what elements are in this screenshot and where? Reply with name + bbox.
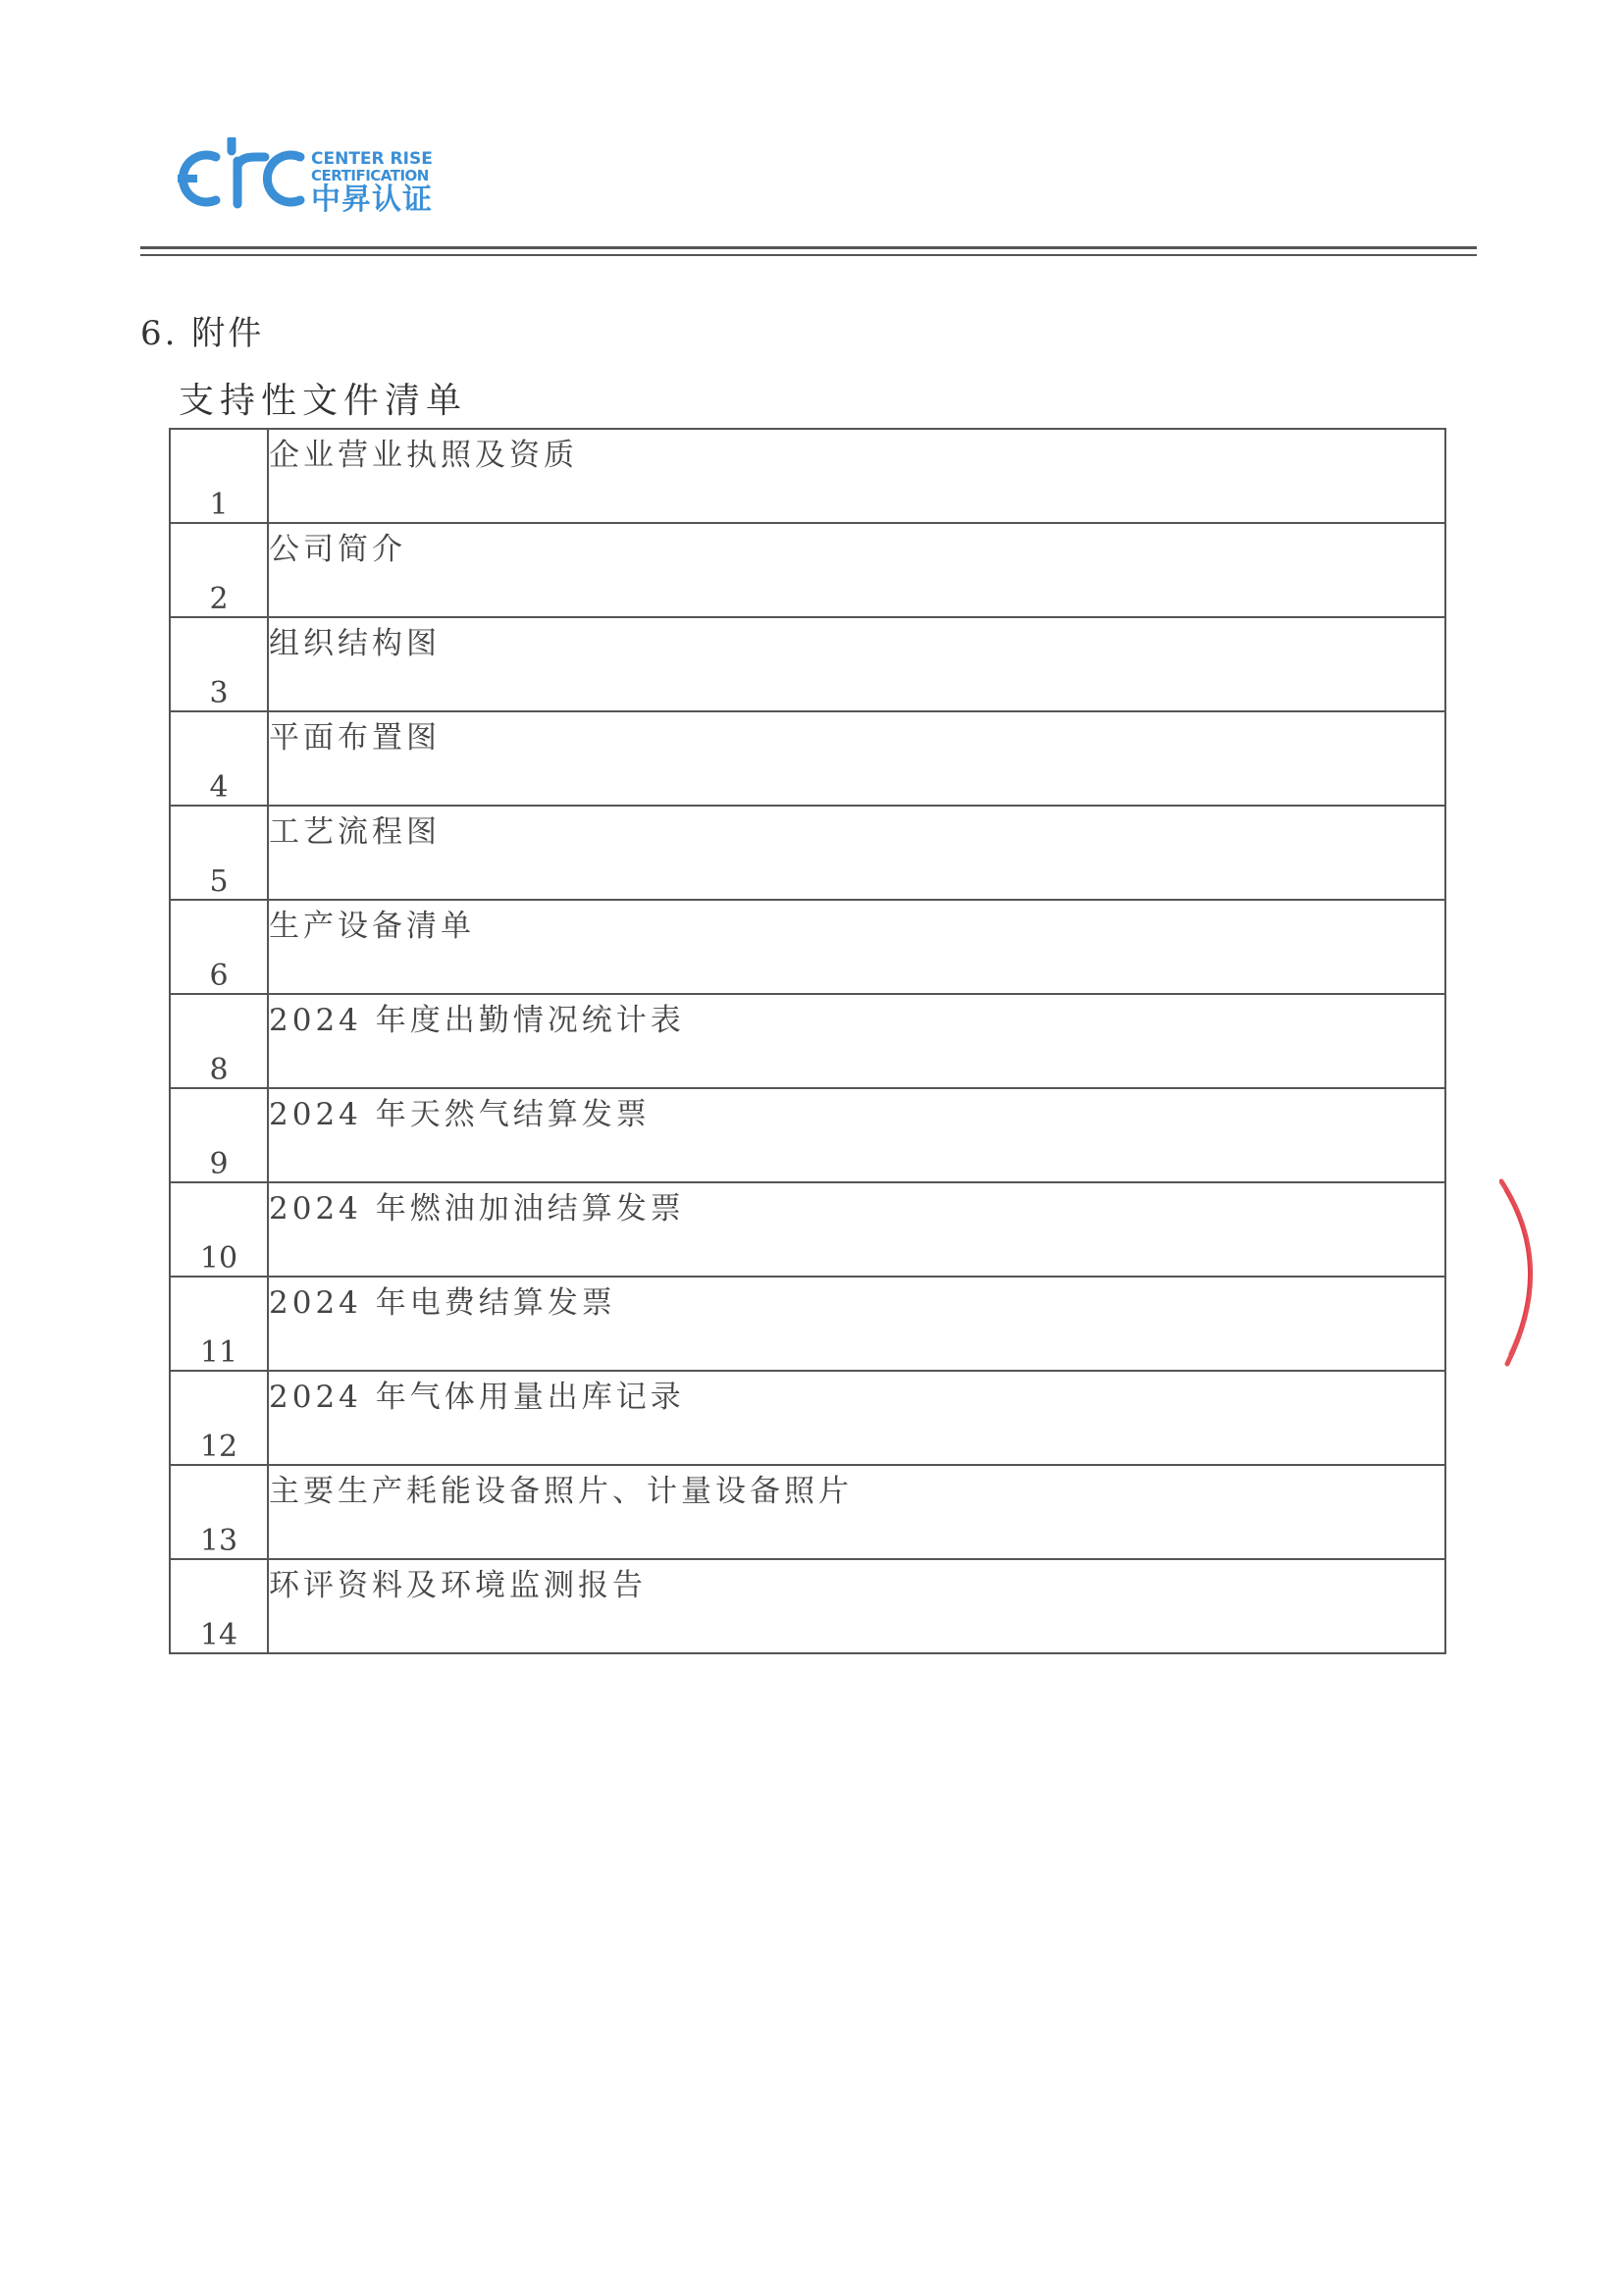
document-name-cell: 环评资料及环境监测报告 [268, 1559, 1445, 1653]
row-number-cell: 12 [170, 1371, 268, 1465]
table-row [170, 900, 1445, 994]
header-divider-thin [140, 254, 1477, 256]
document-name-cell: 企业营业执照及资质 [268, 429, 1445, 523]
row-number-cell: 5 [170, 806, 268, 900]
document-name-cell: 2024 年度出勤情况统计表 [268, 994, 1445, 1088]
document-name-cell: 2024 年燃油加油结算发票 [268, 1182, 1445, 1277]
row-number-cell: 1 [170, 429, 268, 523]
page-header [177, 137, 471, 226]
supporting-documents-table [169, 428, 1446, 1654]
document-name-cell: 生产设备清单 [268, 900, 1445, 994]
table-row [170, 1371, 1445, 1465]
document-name-cell: 公司简介 [268, 523, 1445, 617]
logo-name-cn: 中昇认证 [311, 183, 433, 217]
crc-logo-icon [177, 137, 309, 226]
row-number-cell: 14 [170, 1559, 268, 1653]
table-row [170, 1088, 1445, 1182]
row-number-cell: 8 [170, 994, 268, 1088]
table-body [170, 429, 1445, 1653]
document-name-cell: 主要生产耗能设备照片、计量设备照片 [268, 1465, 1445, 1559]
row-number-cell: 6 [170, 900, 268, 994]
section-title: 6. 附件 [140, 314, 265, 353]
table-row [170, 429, 1445, 523]
row-number-cell: 2 [170, 523, 268, 617]
table-row [170, 994, 1445, 1088]
table-row [170, 1277, 1445, 1371]
document-name-cell: 2024 年电费结算发票 [268, 1277, 1445, 1371]
header-divider-thick [140, 246, 1477, 249]
row-number-cell: 3 [170, 617, 268, 711]
table-row [170, 806, 1445, 900]
document-name-cell: 组织结构图 [268, 617, 1445, 711]
table-row [170, 1559, 1445, 1653]
row-number-cell: 10 [170, 1182, 268, 1277]
document-name-cell: 工艺流程图 [268, 806, 1445, 900]
row-number-cell: 4 [170, 711, 268, 806]
row-number-cell: 11 [170, 1277, 268, 1371]
document-name-cell: 平面布置图 [268, 711, 1445, 806]
red-seal-stamp-icon [1499, 1177, 1558, 1374]
subsection-title: 支持性文件清单 [179, 381, 468, 421]
table-row [170, 617, 1445, 711]
table-row [170, 1465, 1445, 1559]
table-row [170, 523, 1445, 617]
document-name-cell: 2024 年气体用量出库记录 [268, 1371, 1445, 1465]
row-number-cell: 13 [170, 1465, 268, 1559]
logo-name-en-line1: CENTER RISE [311, 149, 433, 169]
document-name-cell: 2024 年天然气结算发票 [268, 1088, 1445, 1182]
row-number-cell: 9 [170, 1088, 268, 1182]
logo-wordmark [311, 151, 433, 215]
table-row [170, 1182, 1445, 1277]
logo-name-en-line2: CERTIFICATION [311, 167, 429, 184]
table-row [170, 711, 1445, 806]
